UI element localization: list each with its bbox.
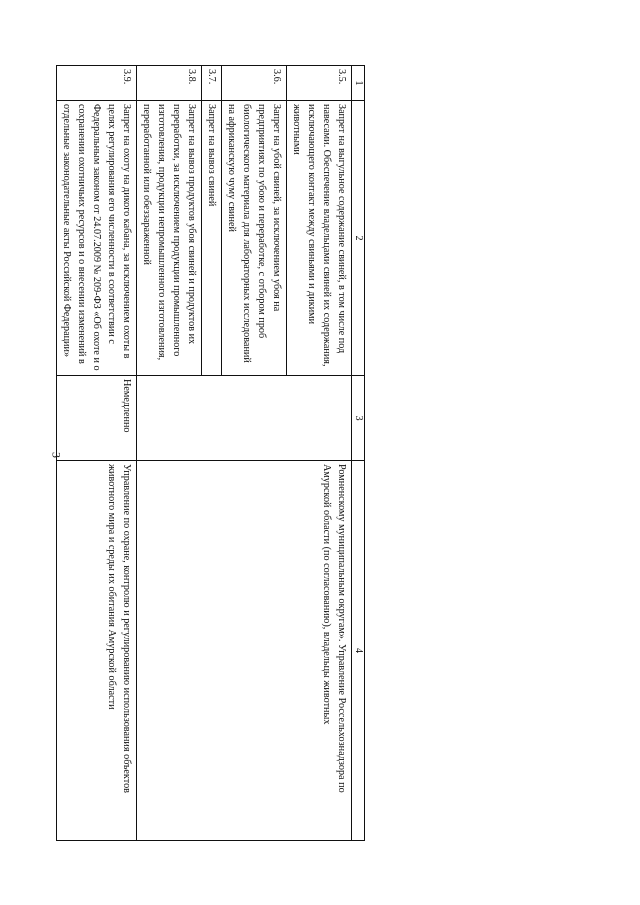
row-number: 3.7. <box>202 66 222 101</box>
row-number: 3.6. <box>222 66 287 101</box>
header-cell: 4 <box>352 461 365 841</box>
page-number: 3 <box>49 452 64 458</box>
responsible-text: Ромненскому муниципальным округам». Управление Россельхознадзора по Амурской области (по согласованию), владельцы животных <box>137 461 352 841</box>
header-cell: 3 <box>352 376 365 461</box>
table-row <box>57 66 137 841</box>
header-cell: 1 <box>352 66 365 101</box>
measure-text: Запрет на охоту на дикого кабана, за исключением охоты в целях регулирования его численности в соответствии с Федеральным законом от 24.07.2009 № 209-ФЗ «Об охоте и о сохранении охотничьих ресурсов и о внесении изменений в отдельные законодательные акты Российской Федерации» <box>57 101 137 376</box>
term-text <box>137 376 352 461</box>
measure-text: Запрет на выгульное содержание свиней, в том числе под навесами. Обеспечение владельцами свиней их содержания, исключающего контакт между свиньями и дикими животными <box>287 101 352 376</box>
row-number: 3.9. <box>57 66 137 101</box>
row-number: 3.5. <box>287 66 352 101</box>
term-text: Немедленно <box>57 376 137 461</box>
measure-text: Запрет на вывоз свиней <box>202 101 222 376</box>
table-row <box>287 66 352 841</box>
measures-table <box>56 65 365 841</box>
table-header-row <box>352 66 365 841</box>
measures-table-block <box>61 65 365 820</box>
header-cell: 2 <box>352 101 365 376</box>
measure-text: Запрет на вывоз продуктов убоя свиней и продуктов их переработки, за исключением продукции промышленного изготовления, продукции непромышленного изготовления, переработанной или обеззараженной <box>137 101 202 376</box>
row-number: 3.8. <box>137 66 202 101</box>
measure-text: Запрет на убой свиней, за исключением убоя на предприятиях по убою и переработке, с отбором проб биологического материала для лабораторных исследований на африканскую чуму свиней <box>222 101 287 376</box>
responsible-text: Управление по охране, контролю и регулированию использования объектов животного мира и среды их обитания Амурской области <box>57 461 137 841</box>
